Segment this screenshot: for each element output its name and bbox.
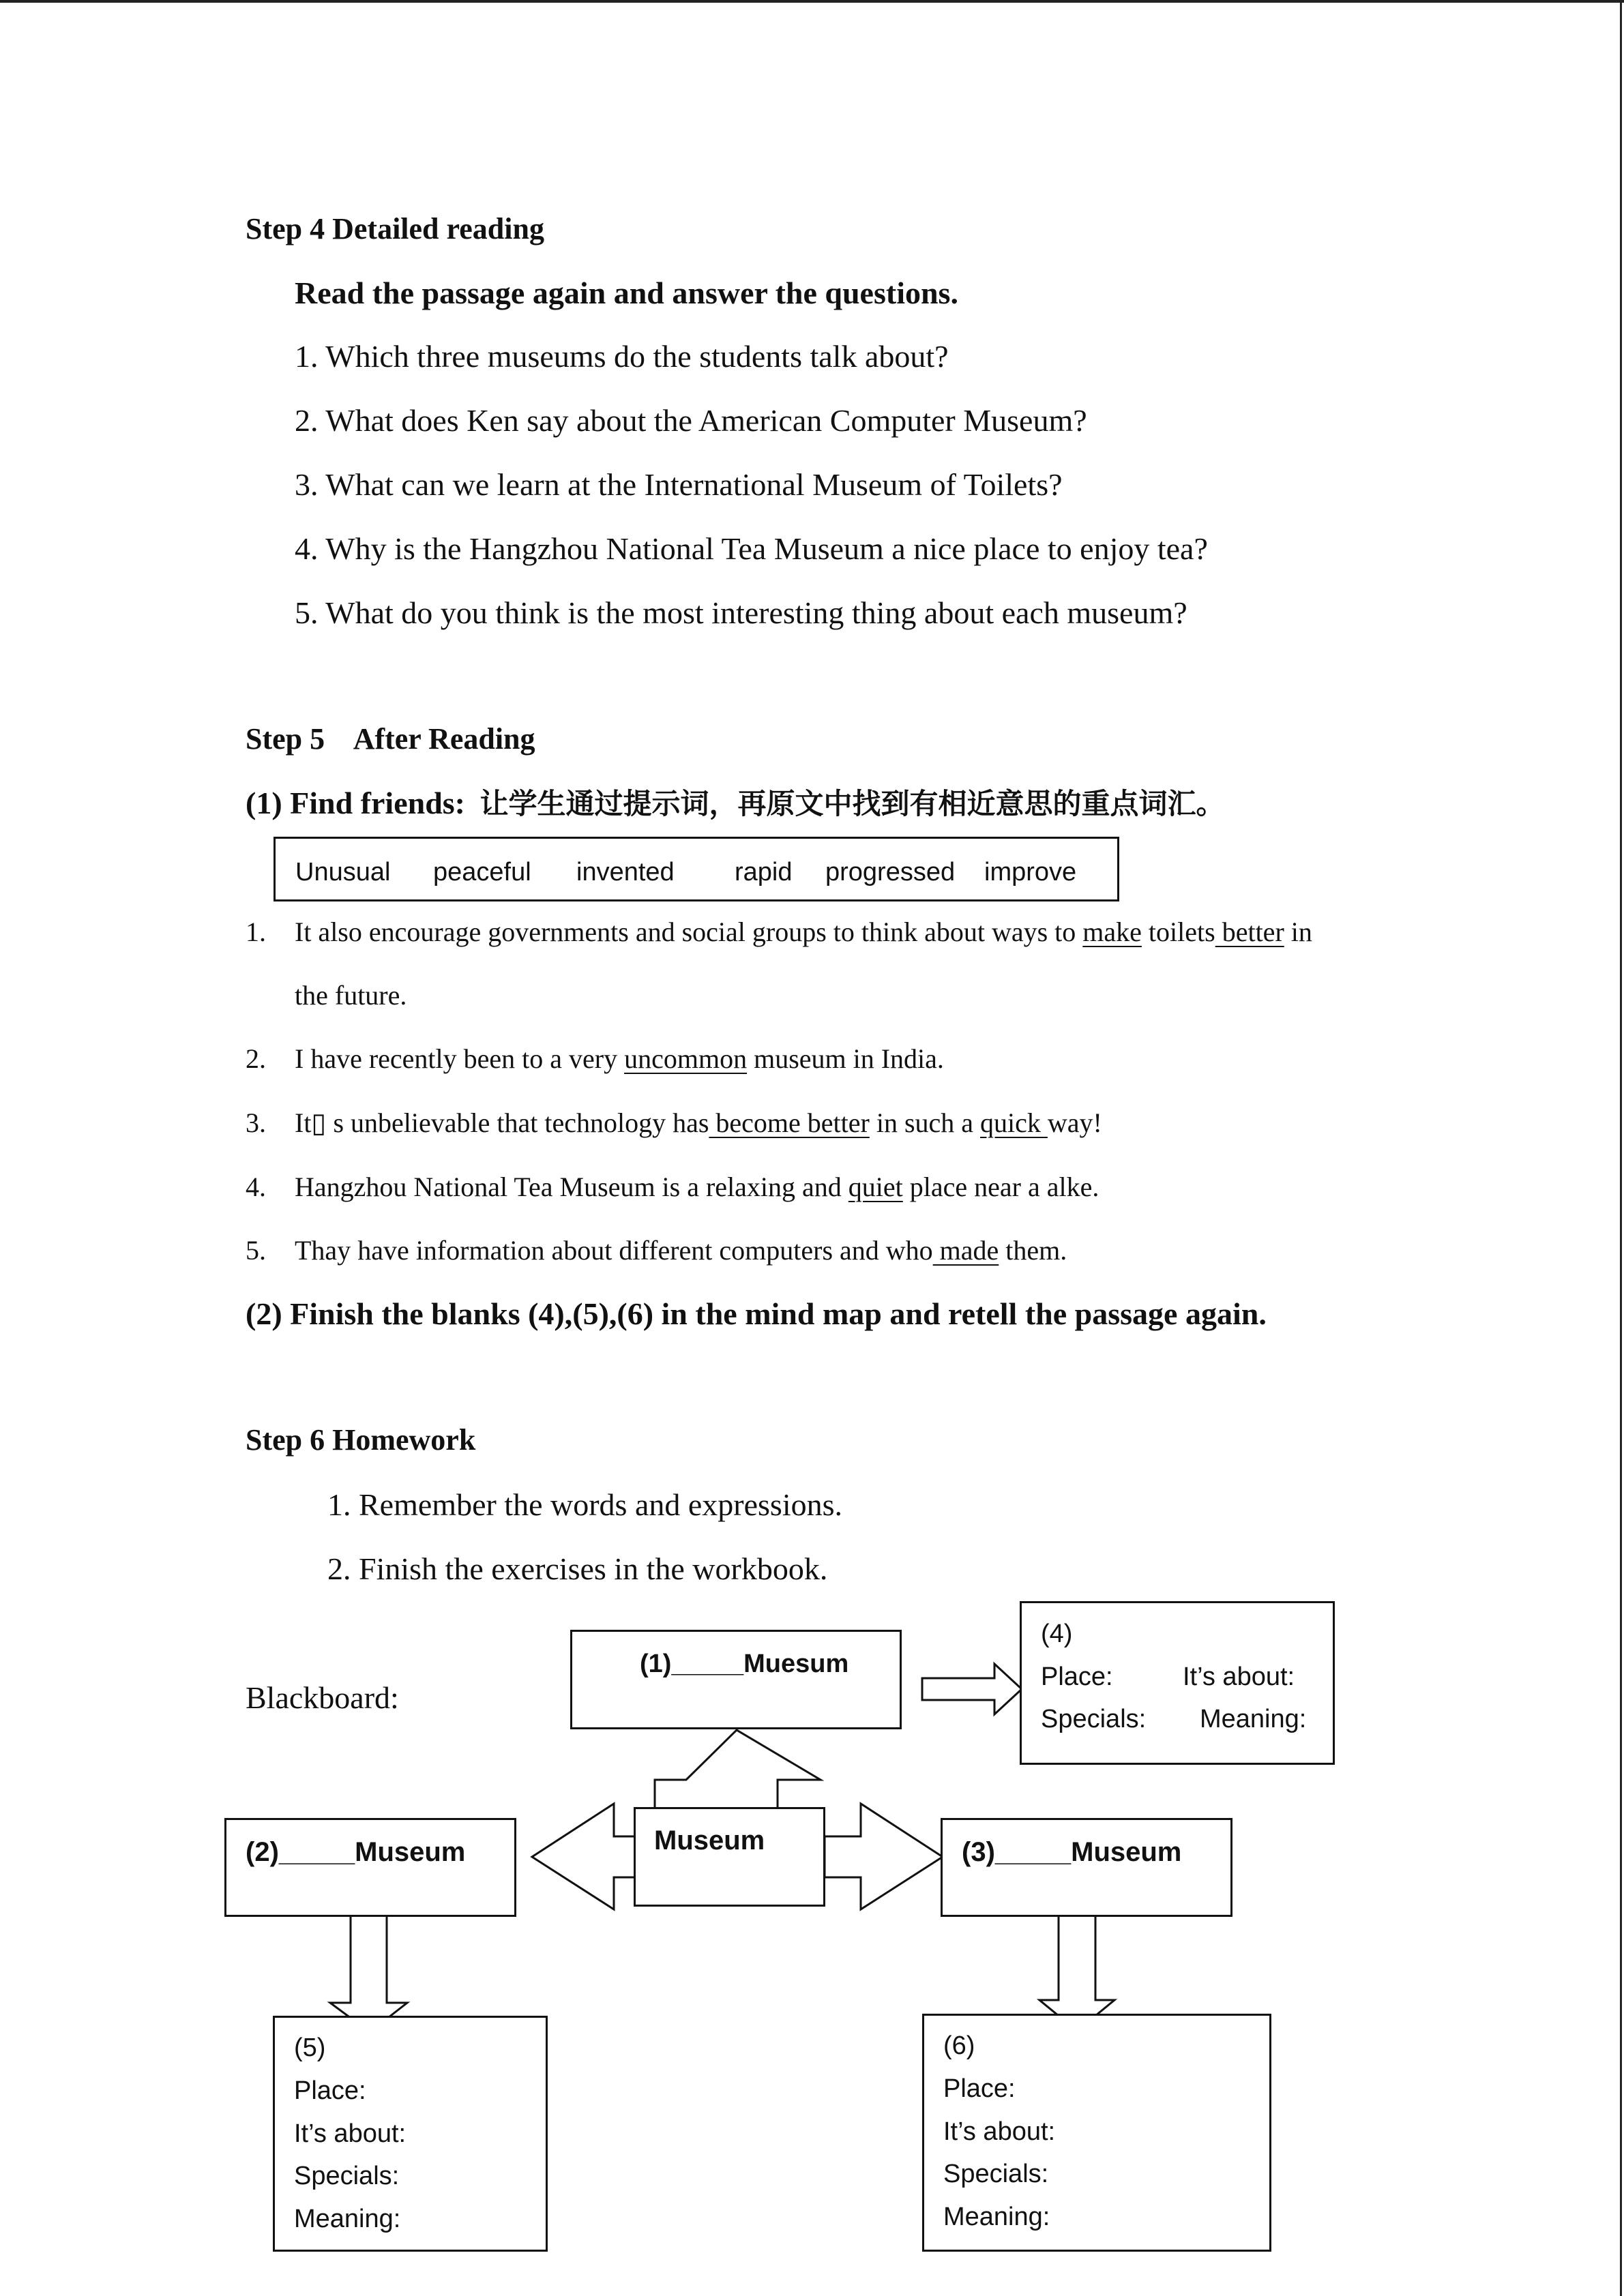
arrow-right-to-box4 <box>922 1664 1022 1714</box>
center-museum-label: Museum <box>654 1825 765 1855</box>
detail-box-6-specials: Specials: <box>943 2160 1049 2188</box>
museum-box-3 <box>941 1818 1232 1917</box>
step4-question-4: 4. Why is the Hangzhou National Tea Museum a nice place to enjoy tea? <box>295 531 1208 566</box>
center-museum-box <box>634 1807 825 1907</box>
detail-box-4 <box>1020 1601 1335 1765</box>
homework-item-1: 1. Remember the words and expressions. <box>327 1487 843 1522</box>
step4-heading: Step 4 Detailed reading <box>246 212 544 245</box>
detail-box-4-specials: Specials: <box>1041 1705 1147 1733</box>
underlined-word: make <box>1082 916 1142 947</box>
sentence-4: Hangzhou National Tea Museum is a relaxing and quiet place near a alke. <box>295 1172 1099 1202</box>
detail-box-5 <box>273 2016 548 2252</box>
hint-word: peaceful <box>433 858 531 886</box>
arrow-up-to-box1 <box>655 1730 821 1809</box>
detail-box-6-about: It’s about: <box>943 2117 1056 2146</box>
hint-word: Unusual <box>295 858 391 886</box>
sentence-4-number: 4. <box>246 1172 266 1202</box>
sentence-1-continuation: the future. <box>295 980 407 1011</box>
sentence-1: It also encourage governments and social groups to think about ways to make toilets better in <box>295 916 1312 947</box>
museum-box-2-label: (2)_____Museum <box>246 1837 466 1867</box>
sentence-5-number: 5. <box>246 1235 266 1266</box>
hint-word: improve <box>984 858 1077 886</box>
arrow-right-to-box3 <box>825 1804 943 1909</box>
sentence-2-number: 2. <box>246 1043 266 1074</box>
find-friends-chinese-instruction: 让学生通过提示词，再原文中找到有相近意思的重点词汇。 <box>479 787 1225 820</box>
sentence-3: It▯ s unbelievable that technology has become better in such a quick way! <box>295 1107 1102 1138</box>
homework-item-2: 2. Finish the exercises in the workbook. <box>327 1551 828 1586</box>
sentence-3-number: 3. <box>246 1107 266 1138</box>
underlined-word: quiet <box>848 1172 903 1202</box>
sentence-1-number: 1. <box>246 916 266 947</box>
detail-box-4-about: It’s about: <box>1183 1663 1295 1691</box>
underlined-word: uncommon <box>624 1043 748 1074</box>
step4-question-5: 5. What do you think is the most interesting thing about each museum? <box>295 595 1187 630</box>
step4-question-3: 3. What can we learn at the International Museum of Toilets? <box>295 467 1063 502</box>
underlined-word: better <box>1215 916 1284 947</box>
underlined-word: made <box>932 1235 999 1266</box>
museum-box-3-label: (3)_____Museum <box>962 1837 1182 1867</box>
step5-heading: Step 5 After Reading <box>246 722 535 756</box>
hint-word: progressed <box>825 858 956 886</box>
hint-word: rapid <box>735 858 793 886</box>
blackboard-label: Blackboard: <box>246 1680 399 1715</box>
detail-box-6-place: Place: <box>943 2074 1016 2103</box>
arrow-down-to-box5 <box>330 1915 407 2032</box>
find-friends-label: (1) Find friends: <box>246 786 465 820</box>
detail-box-6 <box>922 2014 1271 2252</box>
detail-box-4-place: Place: <box>1041 1663 1113 1691</box>
step6-heading: Step 6 Homework <box>246 1423 476 1457</box>
underlined-word: quick <box>980 1107 1048 1138</box>
step4-question-1: 1. Which three museums do the students talk about? <box>295 339 949 374</box>
step5-part2: (2) Finish the blanks (4),(5),(6) in the mind map and retell the passage again. <box>246 1296 1267 1331</box>
sentence-2: I have recently been to a very uncommon museum in India. <box>295 1043 944 1074</box>
arrow-left-to-box2 <box>532 1804 635 1909</box>
sentence-5: Thay have information about different computers and who made them. <box>295 1235 1067 1266</box>
detail-box-5-meaning: Meaning: <box>294 2205 401 2233</box>
underlined-word: become better <box>709 1107 870 1138</box>
detail-box-4-meaning: Meaning: <box>1200 1705 1307 1733</box>
museum-box-1 <box>570 1630 902 1729</box>
step4-question-2: 2. What does Ken say about the American Computer Museum? <box>295 403 1087 438</box>
museum-box-1-label: (1)_____Muesum <box>640 1650 849 1678</box>
detail-box-4-number: (4) <box>1041 1620 1073 1648</box>
detail-box-6-meaning: Meaning: <box>943 2203 1050 2231</box>
detail-box-5-number: (5) <box>294 2033 326 2062</box>
hint-word: invented <box>576 858 675 886</box>
step4-instruction: Read the passage again and answer the questions. <box>295 275 958 310</box>
detail-box-5-about: It’s about: <box>294 2119 407 2148</box>
detail-box-6-number: (6) <box>943 2031 975 2060</box>
museum-box-2 <box>224 1818 516 1917</box>
arrow-down-to-box6 <box>1039 1915 1114 2016</box>
detail-box-5-place: Place: <box>294 2076 366 2105</box>
detail-box-5-specials: Specials: <box>294 2162 400 2190</box>
